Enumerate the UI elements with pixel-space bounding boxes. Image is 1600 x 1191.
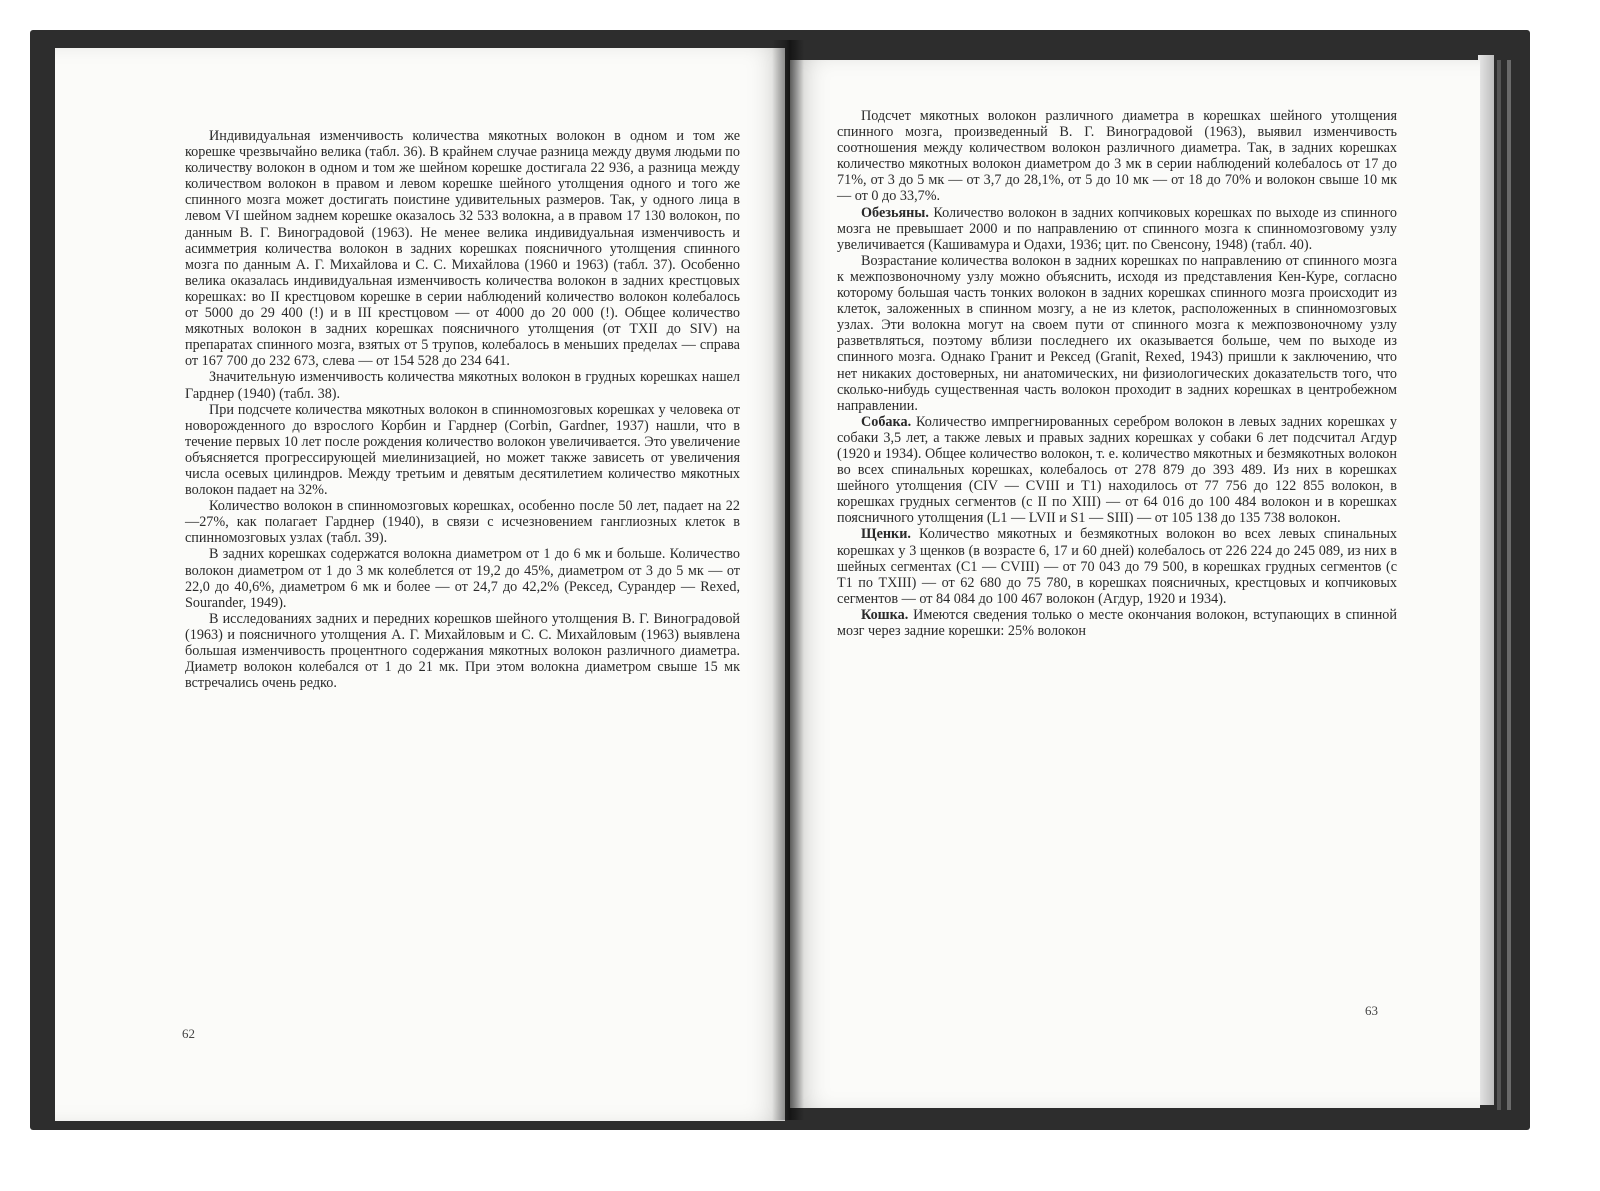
paragraph: [837, 253, 1397, 414]
paragraph: Индивидуальная изменчивость количества мякотных волокон в одном и том же корешке чрезвычайно велика (табл. 36). В крайнем случае разница между двумя людьми по количеству волокон в одном и том же шейном корешке достигала 22 936, а разница между количеством волокон в правом и левом корешке шейного утолщения одного и того же спинного мозга может достигать поистине удивительных размеров. Так, у одного лица в левом VI шейном заднем корешке оказалось 32 533 волокна, а в правом 17 130 волокон, по данным В. Г. Виноградовой (1963). Не менее велика индивидуальная изменчивость и асимметрия количества волокон в задних корешках поясничного утолщения спинного мозга по данным А. Г. Михайлова и С. С. Михайлова (1960 и 1963) (табл. 37). Особенно велика оказалась индивидуальная изменчивость количества волокон в задних крестцовых корешках: во II крестцовом корешке в серии наблюдений количество волокон колебалось от 5000 до 29 400 (!) и в III крестцовом — от 4000 до 20 000 (!). Общее количество мякотных волокон в задних корешках поясничного утолщения (от TXII до SIV) на препаратах спинного мозга, взятых от 5 трупов, колебалось в меньших пределах — справа от 167 700 до 232 673, слева — от 154 528 до 234 641.: [185, 128, 740, 370]
page-stack-line: [1497, 60, 1501, 1110]
section-lead: Щенки.: [861, 526, 911, 543]
paragraph: [837, 414, 1397, 527]
paragraph: В исследованиях задних и передних корешков шейного утолщения В. Г. Виноградовой (1963) и поясничного утолщения А. Г. Михайловым и С. С. Михайловым (1963) выявлена большая изменчивость процентного содержания мякотных волокон различного диаметра. Диаметр волокон колебался от 1 до 21 мк. При этом волокна диаметром свыше 15 мк встречались очень редко.: [185, 610, 740, 692]
section-lead: Обезьяны.: [861, 204, 929, 221]
paragraph: [837, 526, 1397, 606]
right-page-text: [837, 108, 1397, 639]
paragraph-body: Количество мякотных и безмякотных волокон во всех левых спинальных корешках у 3 щенков (в возрасте 6, 17 и 60 дней) колебалось от 226 224 до 245 089, из них в шейных сегментах (C1 — CVIII) — от 70 043 до 79 500, в корешках грудных сегментов (с T1 по TXIII) — от 62 680 до 75 780, в корешках поясничных, крестцовых и копчиковых сегментов — от 84 084 до 100 467 волокон (Агдур, 1920 и 1934).: [837, 526, 1397, 607]
left-page-text: [185, 128, 740, 691]
paragraph: При подсчете количества мякотных волокон в спинномозговых корешках у человека от новорожденного до взрослого Корбин и Гарднер (Corbin, Gardner, 1937) нашли, что в течение первых 10 лет после рождения количество волокон увеличивается. Это увеличение объясняется прогрессирующей миелинизацией, но может также зависеть от увеличения числа осевых цилиндров. Между третьим и девятым десятилетием количество мякотных волокон падает на 32%.: [185, 401, 740, 499]
paragraph: Количество волокон в спинномозговых корешках, особенно после 50 лет, падает на 22—27%, как полагает Гарднер (1940), в связи с исчезновением ганглиозных клеток в спинномозговых узлах (табл. 39).: [185, 498, 740, 547]
section-lead: Собака.: [861, 413, 912, 430]
paragraph: Значительную изменчивость количества мякотных волокон в грудных корешках нашел Гарднер (1940) (табл. 38).: [185, 369, 740, 402]
paragraph-body: Количество импрегнированных серебром волокон в левых задних корешках у собаки 3,5 лет, а также левых и правых задних корешках у собаки 6 лет подсчитал Агдур (1920 и 1934). Общее количество волокон, т. е. количество мякотных и безмякотных волокон во всех спинальных корешках, колебалось от 278 879 до 393 489. Из них в корешках шейного утолщения (CIV — CVIII и T1) находилось от 77 756 до 122 855 волокон, в корешках грудных сегментов (с II по XIII) — от 64 016 до 100 484 волокон и в корешках поясничного утолщения (L1 — LVII и S1 — SIII) — от 105 138 до 135 738 волокон.: [837, 413, 1397, 527]
paragraph: [837, 108, 1397, 205]
page-number: 62: [182, 1026, 195, 1041]
page-number: 63: [1365, 1003, 1378, 1018]
paragraph-body: Количество волокон в задних копчиковых корешках по выходе из спинного мозга не превышает 2000 и по направлению от спинного мозга к спинномозговому узлу увеличивается (Кашивамура и Одахи, 1936; цит. по Свенсону, 1948) (табл. 40).: [837, 204, 1397, 253]
paragraph: [837, 607, 1397, 639]
page-stack-edge: [1478, 55, 1494, 1105]
paragraph-body: Имеются сведения только о месте окончания волокон, вступающих в спинной мозг через задние корешки: 25% волокон: [837, 606, 1397, 639]
paragraph: [837, 205, 1397, 253]
paragraph-body: Возрастание количества волокон в задних корешках по направлению от спинного мозга к межпозвоночному узлу можно объяснить, исходя из представления Кен-Куре, согласно которому большая часть тонких волокон в задних корешках спинного мозга происходит из клеток, заложенных в спинном мозгу, а не из клеток, расположенных в спинномозговых узлах. Эти волокна могут на своем пути от спинного мозга к межпозвоночному узлу разветвляться, поэтому вблизи последнего их оказывается больше, чем по выходе из спинного мозга. Однако Гранит и Рексед (Granit, Rexed, 1943) пришли к заключению, что нет никаких достоверных, ни анатомических, ни физиологических доказательств того, что сколько-нибудь существенная часть волокон проходит в задних корешках в центробежном направлении.: [837, 252, 1397, 414]
book-gutter: [772, 40, 804, 1120]
page-stack-line: [1507, 60, 1511, 1110]
section-lead: Кошка.: [861, 606, 909, 623]
right-page: [790, 60, 1480, 1108]
left-page: [55, 48, 785, 1121]
paragraph: В задних корешках содержатся волокна диаметром от 1 до 6 мк и больше. Количество волокон диаметром от 1 до 3 мк колеблется от 19,2 до 45%, диаметром от 3 до 5 мк — от 22,0 до 40,6%, диаметром 6 мк и более — от 24,7 до 42,2% (Рексед, Сурандер — Rexed, Sourander, 1949).: [185, 546, 740, 611]
paragraph-body: Подсчет мякотных волокон различного диаметра в корешках шейного утолщения спинного мозга, произведенный В. Г. Виноградовой (1963), выявил изменчивость соотношения между количеством волокон различного диаметра. Так, в задних корешках количество мякотных волокон диаметром до 3 мк в серии наблюдений колебалось от 17 до 71%, от 3 до 5 мк — от 3,7 до 28,1%, от 5 до 10 мк — от 18 до 70% и волокон свыше 10 мк — от 0 до 33,7%.: [837, 108, 1397, 205]
